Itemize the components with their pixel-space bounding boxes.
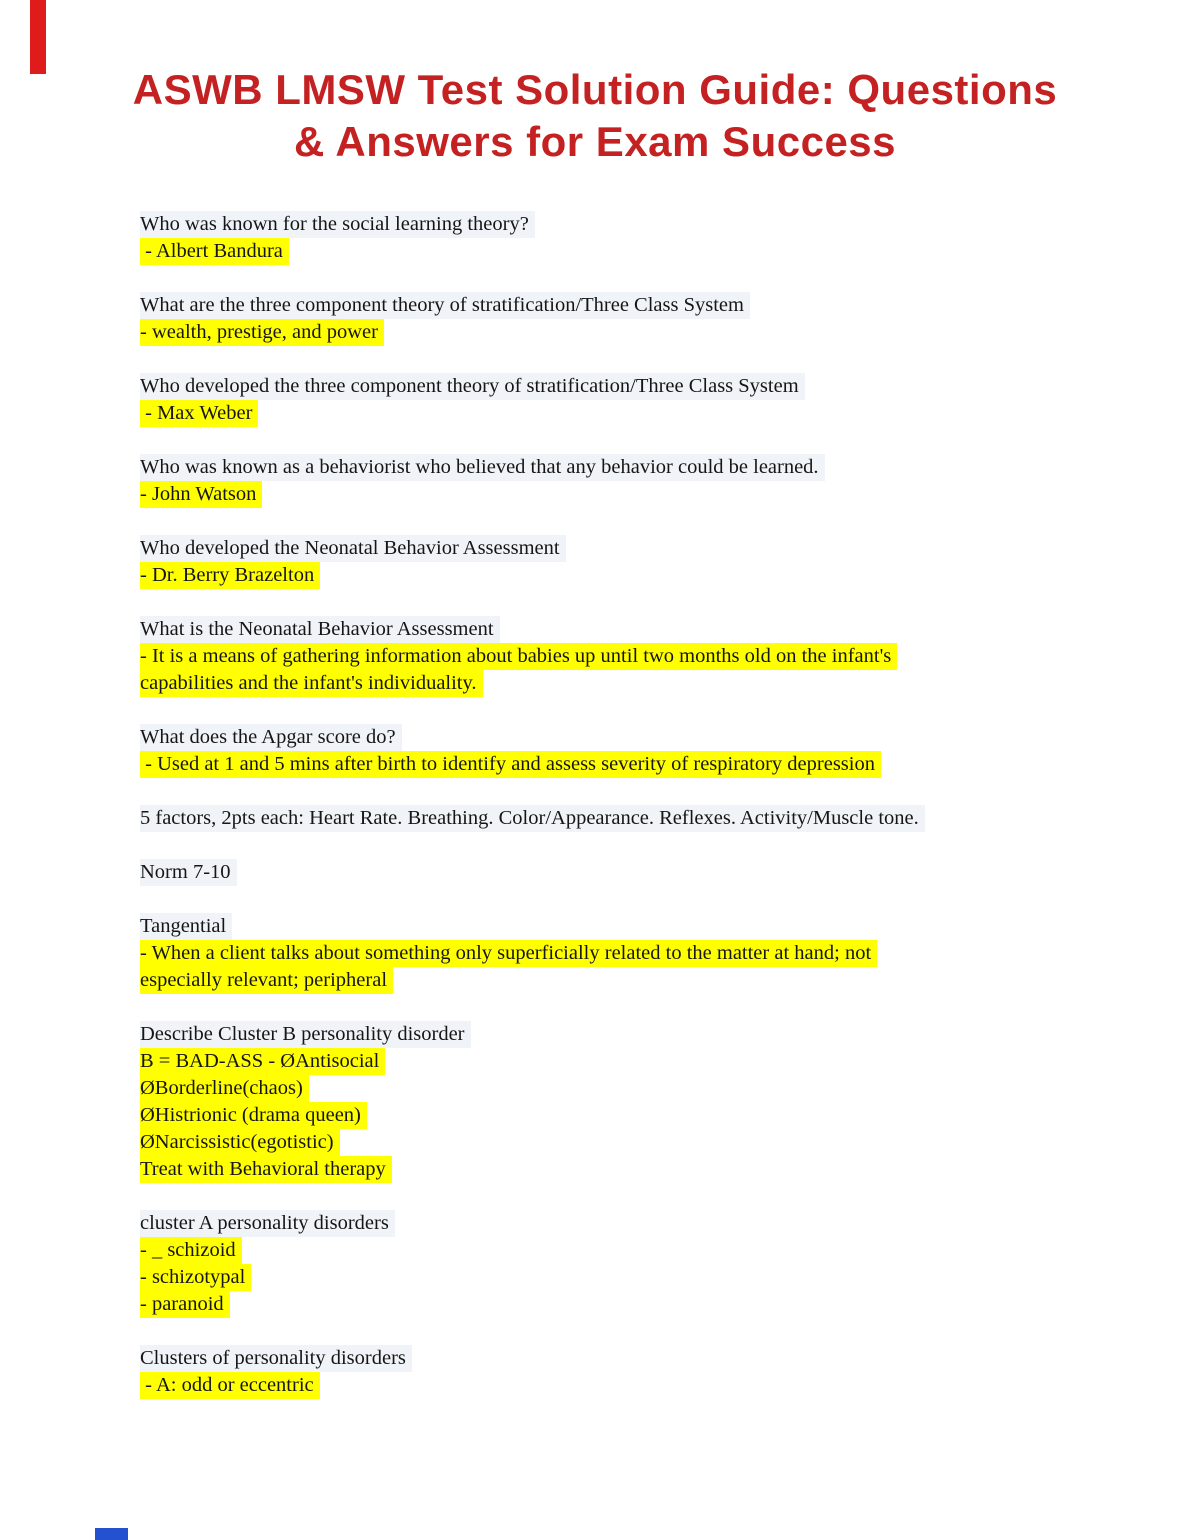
answer-line: ØBorderline(chaos) <box>140 1075 309 1102</box>
qa-item <box>140 616 1150 697</box>
qa-item <box>140 535 1150 589</box>
question-line: Who was known for the social learning theory? <box>140 211 535 238</box>
qa-item <box>140 805 1150 832</box>
statement-line: Norm 7-10 <box>140 859 237 886</box>
answer-line: especially relevant; peripheral <box>140 967 393 994</box>
question-line: Clusters of personality disorders <box>140 1345 412 1372</box>
answer-line: ØNarcissistic(egotistic) <box>140 1129 340 1156</box>
question-line: Who was known as a behaviorist who believed that any behavior could be learned. <box>140 454 825 481</box>
question-line: Tangential <box>140 913 232 940</box>
answer-line: - It is a means of gathering information about babies up until two months old on the infant's <box>140 643 897 670</box>
answer-line: - wealth, prestige, and power <box>140 319 384 346</box>
qa-item <box>140 1021 1150 1183</box>
answer-line: - schizotypal <box>140 1264 251 1291</box>
qa-item <box>140 292 1150 346</box>
qa-content <box>140 211 1150 1399</box>
answer-line: - When a client talks about something only superficially related to the matter at hand; not <box>140 940 877 967</box>
answer-line: - _ schizoid <box>140 1237 242 1264</box>
qa-item <box>140 454 1150 508</box>
qa-item <box>140 1210 1150 1318</box>
statement-line: 5 factors, 2pts each: Heart Rate. Breathing. Color/Appearance. Reflexes. Activity/Muscle tone. <box>140 805 925 832</box>
qa-item <box>140 913 1150 994</box>
answer-line: - Dr. Berry Brazelton <box>140 562 320 589</box>
answer-line: - paranoid <box>140 1291 230 1318</box>
answer-line: - Used at 1 and 5 mins after birth to identify and assess severity of respiratory depression <box>140 751 881 778</box>
red-edge-mark <box>30 0 46 74</box>
qa-item <box>140 211 1150 265</box>
question-line: cluster A personality disorders <box>140 1210 395 1237</box>
answer-line: - John Watson <box>140 481 262 508</box>
question-line: Who developed the Neonatal Behavior Assessment <box>140 535 566 562</box>
question-line: What is the Neonatal Behavior Assessment <box>140 616 500 643</box>
question-line: Who developed the three component theory of stratification/Three Class System <box>140 373 805 400</box>
page-title-line-2: & Answers for Exam Success <box>293 118 897 165</box>
question-line: What are the three component theory of stratification/Three Class System <box>140 292 750 319</box>
page-title-line-1: ASWB LMSW Test Solution Guide: Questions <box>132 66 1058 113</box>
qa-item <box>140 373 1150 427</box>
answer-line: - Albert Bandura <box>140 238 289 265</box>
qa-item <box>140 859 1150 886</box>
question-line: What does the Apgar score do? <box>140 724 402 751</box>
answer-line: B = BAD-ASS - ØAntisocial <box>140 1048 385 1075</box>
answer-line: - A: odd or eccentric <box>140 1372 320 1399</box>
question-line: Describe Cluster B personality disorder <box>140 1021 471 1048</box>
answer-line: ØHistrionic (drama queen) <box>140 1102 367 1129</box>
qa-item <box>140 1345 1150 1399</box>
page-title <box>40 64 1150 168</box>
answer-line: capabilities and the infant's individuality. <box>140 670 483 697</box>
answer-line: Treat with Behavioral therapy <box>140 1156 392 1183</box>
qa-item <box>140 724 1150 778</box>
answer-line: - Max Weber <box>140 400 258 427</box>
blue-edge-mark <box>95 1528 128 1540</box>
